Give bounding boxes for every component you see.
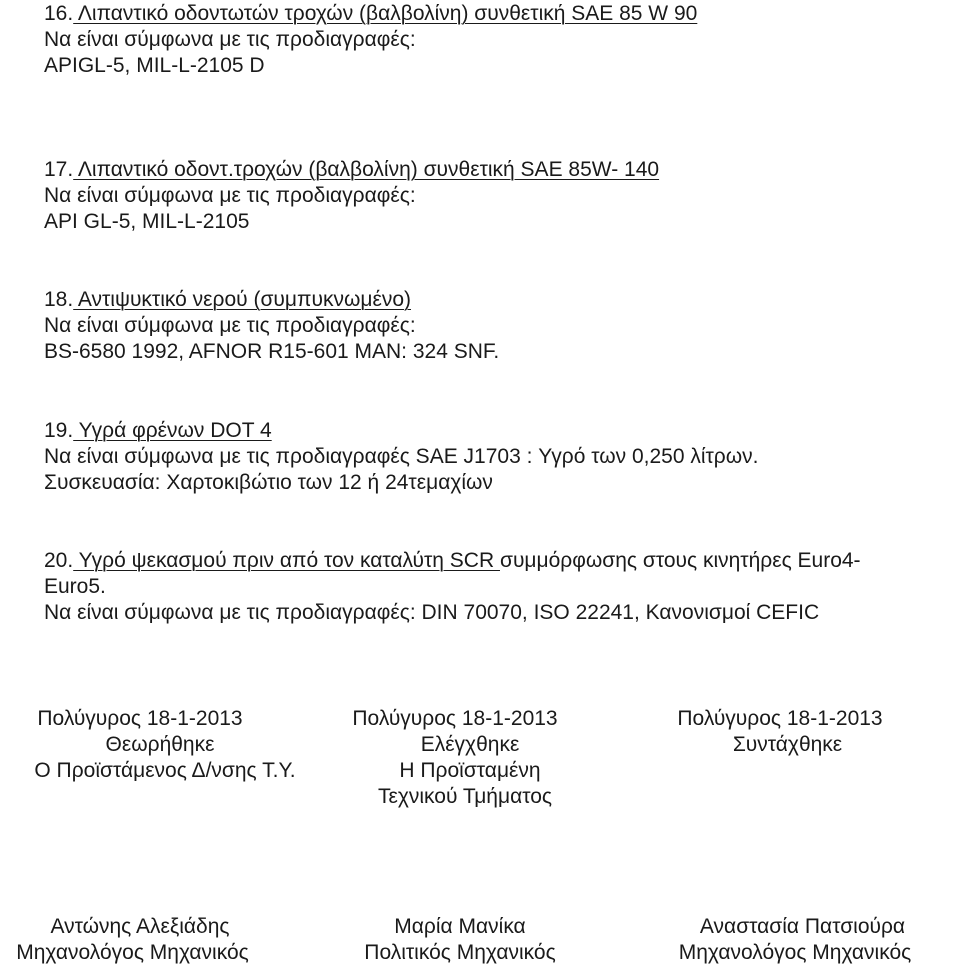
sig-middle-place-date: Πολύγυρος 18-1-2013 — [352, 707, 558, 730]
sig-middle-name: Μαρία Μανίκα — [394, 915, 526, 938]
sig-left-action: Θεωρήθηκε — [105, 733, 215, 756]
sig-middle-role: Η Προϊσταμένη — [399, 759, 541, 782]
sig-left-place-date: Πολύγυρος 18-1-2013 — [37, 707, 243, 730]
sig-middle-title: Πολιτικός Μηχανικός — [364, 941, 556, 964]
item-16-spec-value: APIGL-5, MIL-L-2105 D — [44, 54, 265, 77]
sig-left-role: Ο Προϊστάμενος Δ/νσης Τ.Υ. — [34, 759, 296, 782]
sig-middle-action: Ελέγχθηκε — [420, 733, 520, 756]
item-20-spec-value: Να είναι σύμφωνα με τις προδιαγραφές: DIN 70070, ISO 22241, Κανονισμοί CEFIC — [44, 601, 820, 624]
sig-right-title: Μηχανολόγος Μηχανικός — [678, 941, 912, 964]
sig-middle-role2: Τεχνικού Τμήματος — [377, 785, 553, 808]
item-19-number: 19. — [44, 419, 74, 442]
item-18-spec-value: BS-6580 1992, AFNOR R15-601 MAN: 324 SNF. — [44, 340, 500, 363]
item-18-title-text: Αντιψυκτικό νερού (συμπυκνωμένο) — [73, 288, 411, 311]
sig-left-name: Αντώνης Αλεξιάδης — [50, 915, 230, 938]
item-19-spec-value: Συσκευασία: Χαρτοκιβώτιο των 12 ή 24τεμαχίων — [44, 471, 493, 494]
item-16-number: 16. — [44, 2, 74, 25]
item-17-spec-line: Να είναι σύμφωνα με τις προδιαγραφές: — [44, 184, 416, 207]
item-20-title-rest: συμμόρφωσης στους κινητήρες Euro4- — [499, 549, 861, 572]
item-20-title-cont: Euro5. — [44, 575, 106, 598]
sig-left-title: Μηχανολόγος Μηχανικός — [16, 941, 249, 964]
item-20-title — [44, 548, 861, 574]
item-17-spec-value: API GL-5, MIL-L-2105 — [44, 210, 250, 233]
item-17-title-text: Λιπαντικό οδοντ.τροχών (βαλβολίνη) συνθετική SAE 85W- 140 — [73, 158, 660, 181]
item-17-title — [44, 157, 659, 183]
sig-right-name: Αναστασία Πατσιούρα — [699, 915, 906, 938]
item-20-title-text: Υγρό ψεκασμού πριν από τον καταλύτη SCR — [73, 549, 500, 572]
item-16-spec-line: Να είναι σύμφωνα με τις προδιαγραφές: — [44, 28, 416, 51]
item-16-title-text: Λιπαντικό οδοντωτών τροχών (βαλβολίνη) συνθετική SAE 85 W 90 — [73, 2, 698, 25]
item-19-spec-line: Να είναι σύμφωνα με τις προδιαγραφές SAE J1703 : Υγρό των 0,250 λίτρων. — [44, 445, 759, 468]
item-18-number: 18. — [44, 288, 74, 311]
item-20-number: 20. — [44, 549, 74, 572]
sig-right-action: Συντάχθηκε — [732, 733, 843, 756]
item-17-number: 17. — [44, 158, 74, 181]
item-16-title — [44, 1, 697, 27]
sig-right-place-date: Πολύγυρος 18-1-2013 — [677, 707, 883, 730]
item-19-title-text: Υγρά φρένων DOT 4 — [73, 419, 272, 442]
item-18-spec-line: Να είναι σύμφωνα με τις προδιαγραφές: — [44, 314, 416, 337]
item-18-title — [44, 287, 411, 313]
item-19-title — [44, 418, 272, 444]
